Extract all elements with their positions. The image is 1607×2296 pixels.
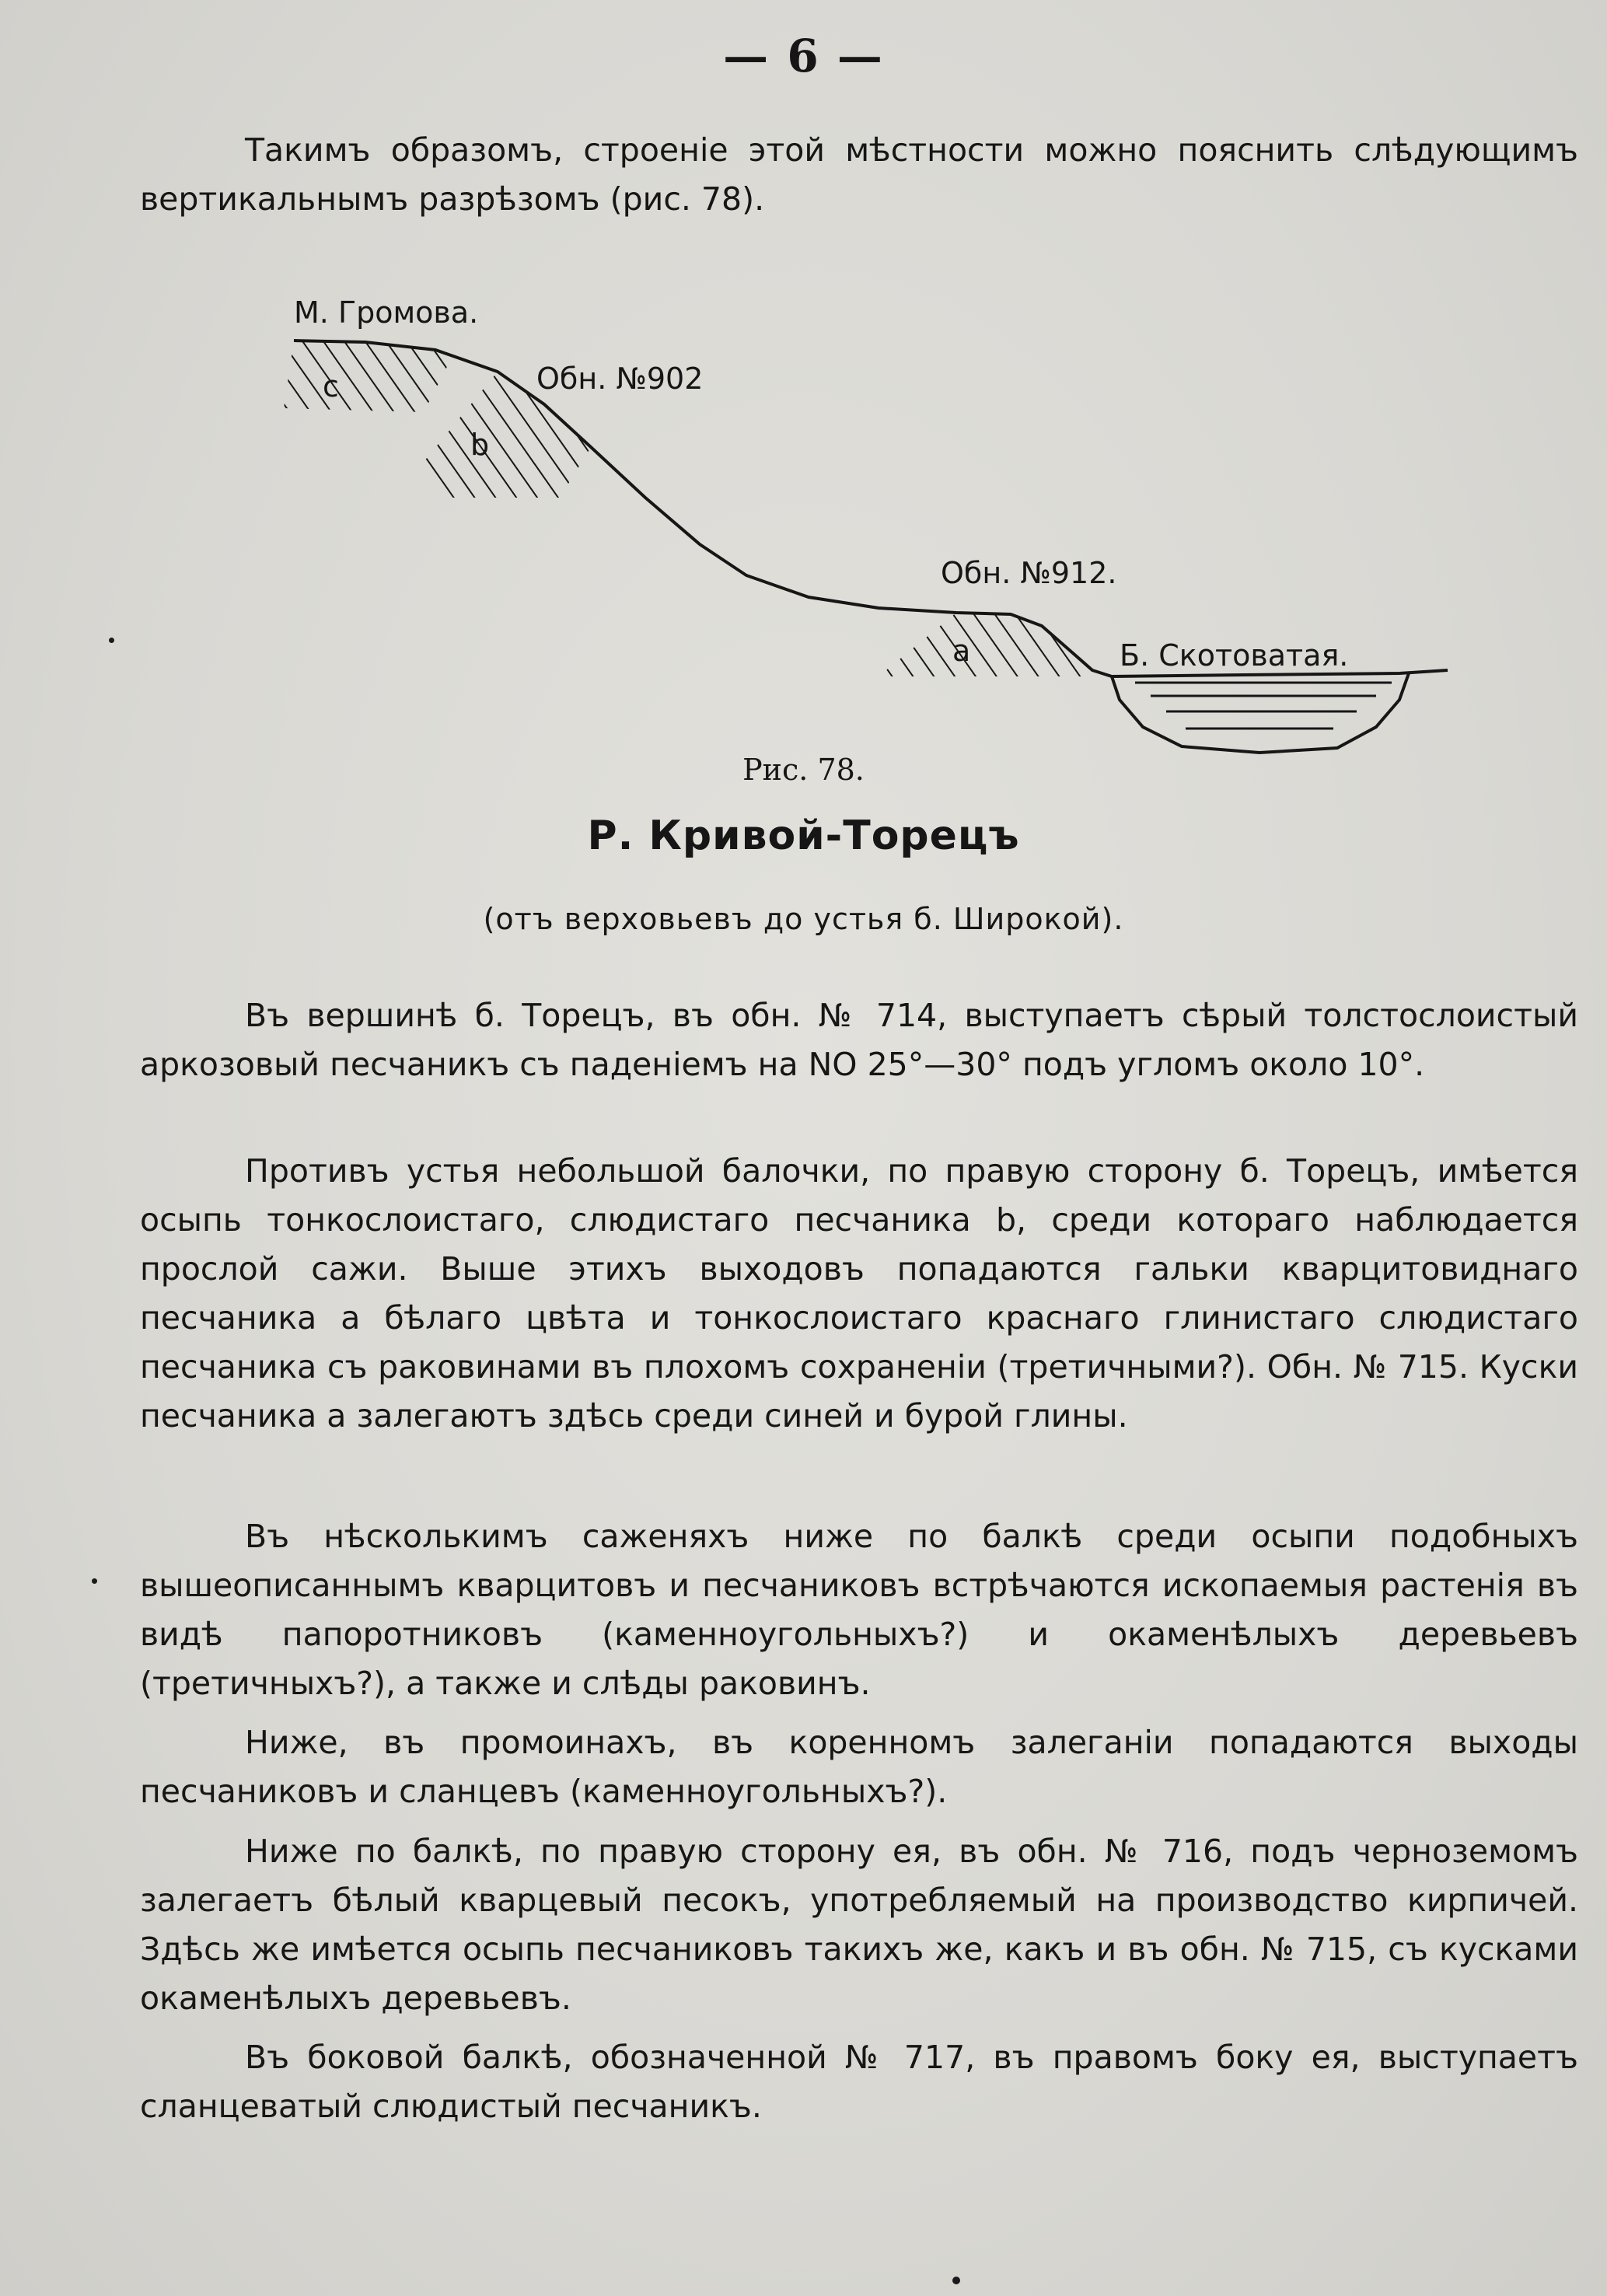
section-title: Р. Кривой-Торецъ [587, 813, 1020, 859]
intro-paragraph: Такимъ образомъ, строеніе этой мѣстности можно пояснить слѣдующимъ вертикальнымъ разрѣзомъ (рис. 78). [140, 131, 1578, 218]
cross-section-figure [0, 0, 1607, 778]
print-speck [952, 2277, 960, 2284]
paragraph: Ниже, въ промоинахъ, въ коренномъ залеганіи попадаются выходы песчаниковъ и сланцевъ (каменноугольныхъ?). [140, 1724, 1578, 1810]
figure-caption: Рис. 78. [742, 753, 865, 787]
layer-c-hatch [284, 341, 451, 412]
paragraph: Ниже по балкѣ, по правую сторону ея, въ обн. № 716, подъ черноземомъ залегаетъ бѣлый кварцевый песокъ, употребляемый на производство кирпичей. Здѣсь же имѣется осыпь песчаниковъ такихъ же, какъ и въ обн. № 715, съ кусками окаменѣлыхъ деревьевъ. [140, 1833, 1578, 2017]
label-layer-c: c [323, 369, 339, 404]
paragraph: Противъ устья небольшой балочки, по правую сторону б. Торецъ, имѣется осыпь тонкослоистаго, слюдистаго песчаника b, среди котораго наблюдается прослой сажи. Выше этихъ выходовъ попадаются гальки кварцитовиднаго песчаника a бѣлаго цвѣта и тонкослоистаго краснаго глинистаго слюдистаго песчаника съ раковинами въ плохомъ сохраненіи (третичными?). Обн. № 715. Куски песчаника a залегаютъ здѣсь среди синей и бурой глины. [140, 1152, 1578, 1435]
label-layer-a: a [952, 634, 971, 668]
paragraph: Въ боковой балкѣ, обозначенной № 717, въ правомъ боку ея, выступаетъ сланцеватый слюдистый песчаникъ. [140, 2039, 1578, 2125]
terrain-profile-line [294, 341, 1448, 676]
layer-a-hatch [879, 613, 1088, 676]
section-subtitle: (отъ верховьевъ до устья б. Широкой). [483, 902, 1124, 936]
label-m-gromova: М. Громова. [294, 295, 479, 330]
ravine-channel [1112, 673, 1409, 753]
label-ravine-skotovataya: Б. Скотоватая. [1120, 638, 1349, 673]
paragraph: Въ вершинѣ б. Торецъ, въ обн. № 714, выступаетъ сѣрый толстослоистый аркозовый песчаникъ съ паденіемъ на NO 25°—30° подъ угломъ около 10°. [140, 997, 1578, 1083]
label-outcrop-912: Обн. №912. [941, 556, 1117, 590]
page-number: — 6 — [723, 30, 884, 82]
print-speck [92, 1578, 97, 1584]
print-speck [109, 638, 114, 643]
paragraph: Въ нѣсколькимъ саженяхъ ниже по балкѣ среди осыпи подобныхъ вышеописаннымъ кварцитовъ и песчаниковъ встрѣчаются ископаемыя растенія въ видѣ папоротниковъ (каменноугольныхъ?) и окаменѣлыхъ деревьевъ (третичныхъ?), а также и слѣды раковинъ. [140, 1518, 1578, 1702]
label-outcrop-902: Обн. №902 [536, 362, 704, 396]
label-layer-b: b [470, 428, 490, 462]
